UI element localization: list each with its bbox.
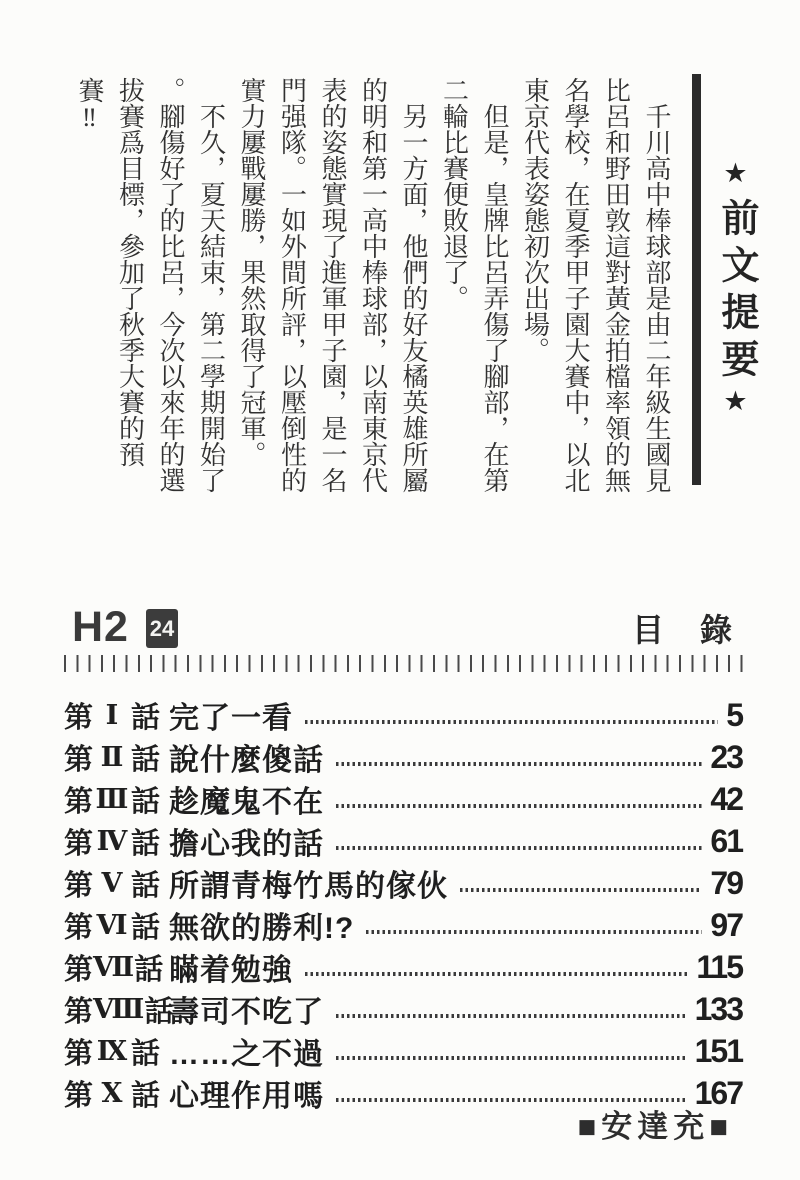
chapter-label [64, 863, 160, 904]
page-number: 61 [710, 822, 742, 859]
preface-column: 二輪比賽便敗退了。 [439, 77, 469, 311]
preface-column: 東京代表姿態初次出場。 [520, 77, 550, 363]
chapter-title: 所謂青梅竹馬的傢伙 [169, 870, 448, 903]
chapter-numeral: Ⅹ [101, 1077, 123, 1108]
preface-column: 但是，皇牌比呂弄傷了腳部，在第 [480, 77, 509, 493]
page-number: 5 [726, 696, 742, 733]
dot-leader [305, 720, 718, 724]
chapter-suffix: 話 [130, 911, 160, 944]
chapter-numeral: Ⅴ [101, 867, 123, 898]
preface-column: 門强隊。一如外間所評，以壓倒性的 [277, 77, 307, 493]
chapter-prefix: 第 [64, 827, 94, 860]
toc-row [64, 988, 742, 1030]
page-number: 42 [710, 780, 742, 817]
star-icon: ★ [721, 158, 751, 198]
chapter-title: 壽司不吃了 [169, 996, 324, 1029]
chapter-numeral: Ⅳ [96, 825, 128, 856]
chapter-label [64, 905, 160, 946]
page-number: 23 [710, 738, 742, 775]
chapter-label [64, 821, 160, 862]
toc-list [64, 694, 742, 1114]
chapter-prefix: 第 [64, 995, 94, 1028]
toc-row [64, 862, 742, 904]
chapter-suffix: 話 [130, 743, 160, 776]
chapter-label [64, 1073, 160, 1114]
chapter-prefix: 第 [64, 743, 94, 776]
chapter-suffix: 話 [130, 1037, 160, 1070]
preface-heading-text: 前文提要 [715, 198, 757, 386]
chapter-numeral: Ⅰ [105, 699, 119, 730]
chapter-suffix: 話 [144, 995, 174, 1028]
chapter-title: 完了一看 [169, 702, 293, 735]
preface-text [69, 77, 677, 513]
chapter-suffix: 話 [130, 1079, 160, 1112]
dot-leader [336, 1056, 687, 1060]
preface-column: 比呂和野田敦這對黃金拍檔率領的無 [601, 77, 631, 493]
toc-row [64, 736, 742, 778]
chapter-suffix: 話 [134, 953, 164, 986]
page-number: 115 [696, 948, 742, 985]
toc-title: 目 錄 [631, 612, 734, 648]
chapter-label [64, 695, 160, 736]
chapter-title: 瞞着勉強 [169, 954, 293, 987]
preface-column: 拔賽爲目標，參加了秋季大賽的預 [115, 77, 145, 467]
toc-row [64, 778, 742, 820]
chapter-suffix: 話 [130, 869, 160, 902]
chapter-prefix: 第 [64, 869, 94, 902]
page-number: 79 [710, 864, 742, 901]
page-number: 133 [694, 990, 742, 1027]
preface-column: 表的姿態實現了進軍甲子園，是一名 [318, 77, 347, 493]
h2-logo: H2 [72, 603, 129, 651]
chapter-numeral: Ⅸ [96, 1035, 128, 1066]
tick-ruler-divider [64, 655, 748, 672]
chapter-numeral: Ⅱ [100, 741, 124, 772]
dot-leader [305, 972, 688, 976]
chapter-title: 心理作用嗎 [169, 1080, 324, 1113]
chapter-prefix: 第 [64, 701, 94, 734]
toc-row [64, 694, 742, 736]
dot-leader [460, 888, 702, 892]
toc-row [64, 820, 742, 862]
chapter-numeral: Ⅷ [93, 993, 145, 1024]
chapter-numeral: Ⅶ [93, 951, 135, 982]
toc-row [64, 904, 742, 946]
chapter-prefix: 第 [64, 953, 94, 986]
vertical-divider-rule [692, 74, 701, 485]
chapter-title: 擔心我的話 [169, 828, 324, 861]
chapter-suffix: 話 [130, 827, 160, 860]
chapter-prefix: 第 [64, 1037, 94, 1070]
preface-column: 。腳傷好了的比呂，今次以來年的選 [156, 77, 185, 493]
chapter-title: 說什麼傻話 [169, 744, 324, 777]
chapter-label [64, 737, 160, 778]
dot-leader [336, 762, 702, 766]
chapter-label [64, 989, 174, 1030]
chapter-label [64, 1031, 160, 1072]
chapter-prefix: 第 [64, 1079, 94, 1112]
page-number: 97 [710, 906, 742, 943]
chapter-label [64, 947, 164, 988]
chapter-prefix: 第 [64, 911, 94, 944]
preface-column: 千川高中棒球部是由二年級生國見 [642, 77, 671, 493]
preface-heading [714, 158, 758, 426]
star-icon: ★ [721, 386, 751, 426]
chapter-title: ……之不過 [169, 1038, 324, 1071]
dot-leader [336, 804, 702, 808]
chapter-prefix: 第 [64, 785, 94, 818]
preface-column: 不久，夏天結束，第二學期開始了 [196, 77, 226, 493]
chapter-numeral: Ⅵ [96, 909, 128, 940]
preface-column: 名學校，在夏季甲子園大賽中，以北 [561, 77, 590, 493]
dot-leader [366, 930, 702, 934]
chapter-title: 趁魔鬼不在 [169, 786, 324, 819]
dot-leader [336, 846, 702, 850]
page-number: 167 [694, 1074, 742, 1111]
preface-column: 賽‼ [75, 77, 104, 132]
page-number: 151 [694, 1032, 742, 1069]
chapter-title: 無欲的勝利!? [169, 912, 355, 945]
chapter-numeral: Ⅲ [95, 783, 129, 814]
dot-leader [336, 1014, 687, 1018]
chapter-label [64, 779, 160, 820]
toc-row [64, 946, 742, 988]
preface-column: 的明和第一高中棒球部，以南東京代 [358, 77, 388, 493]
preface-column: 實力屢戰屢勝，果然取得了冠軍。 [237, 77, 266, 467]
preface-column: 另一方面，他們的好友橘英雄所屬 [399, 77, 428, 493]
toc-row [64, 1030, 742, 1072]
volume-number-badge: 24 [146, 609, 178, 648]
chapter-suffix: 話 [130, 785, 160, 818]
chapter-suffix: 話 [130, 701, 160, 734]
author-credit: ■安達充■ [577, 1109, 733, 1144]
